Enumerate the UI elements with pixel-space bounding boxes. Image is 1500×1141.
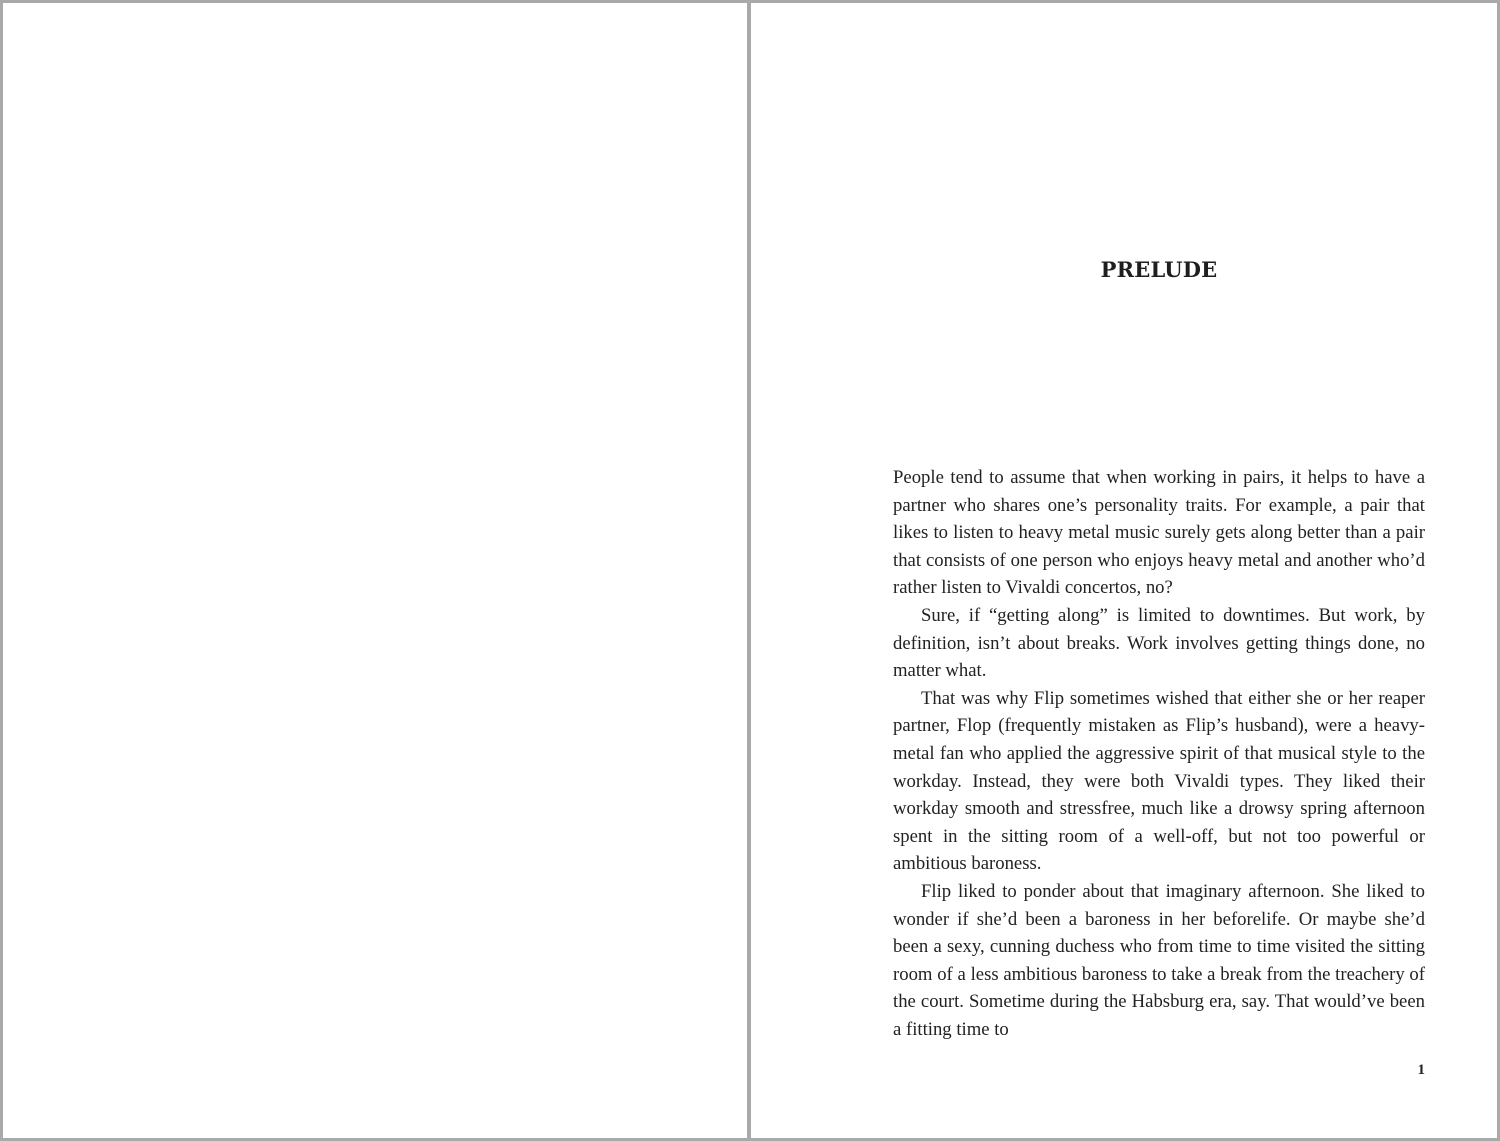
right-page: [751, 3, 1497, 1138]
paragraph-4: Flip liked to ponder about that imaginary afternoon. She liked to wonder if she’d been a baroness in her beforelife. Or maybe she’d been a sexy, cunning duchess who from time to time visited the sitting room of a less ambitious baroness to take a break from the treachery of the court. Sometime during the Habsburg era, say. That would’ve been a fitting time to: [893, 880, 1425, 1040]
paragraph-2: Sure, if “getting along” is limited to downtimes. But work, by definition, isn’t about breaks. Work involves getting things done, no matter what.: [893, 604, 1425, 682]
paragraph-3: That was why Flip sometimes wished that either she or her reaper partner, Flop (frequently mistaken as Flip’s husband), were a heavy-metal fan who applied the aggressive spirit of that musical style to the workday. Instead, they were both Vivaldi types. They liked their workday smooth and stressfree, much like a drowsy spring afternoon spent in the sitting room of a well-off, but not too powerful or ambitious baroness.: [893, 687, 1425, 875]
paragraph-1: People tend to assume that when working in pairs, it helps to have a partner who shares one’s personality traits. For example, a pair that likes to listen to heavy metal music surely gets along better than a pair that consists of one person who enjoys heavy metal and another who’d rather listen to Vivaldi concertos, no?: [893, 467, 1425, 599]
body-text: [893, 464, 1425, 1043]
chapter-title: PRELUDE: [1100, 257, 1218, 282]
left-page-blank: [3, 3, 747, 1138]
page-number: 1: [1417, 1062, 1425, 1078]
